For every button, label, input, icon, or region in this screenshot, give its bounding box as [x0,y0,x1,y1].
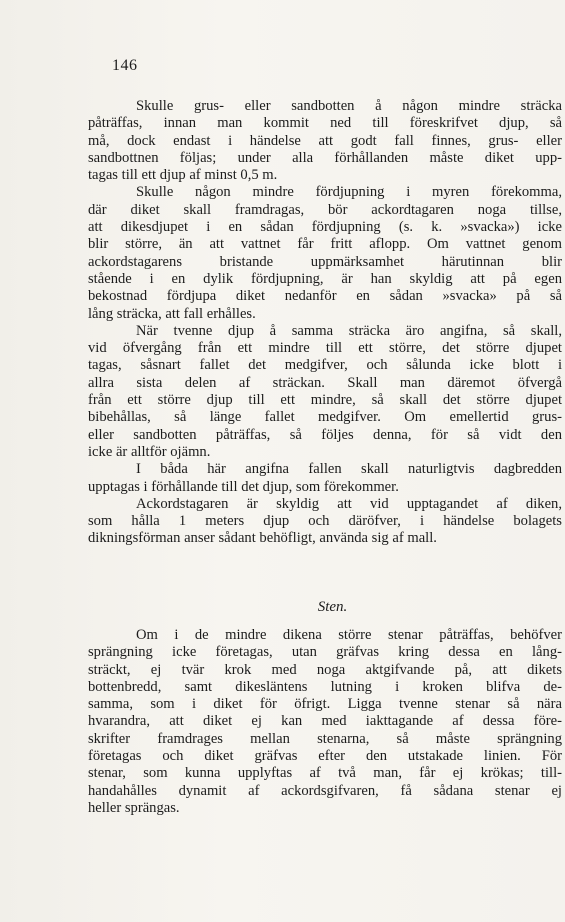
text-line: Om i de mindre dikena större stenar påträffas, behöfver [136,627,562,643]
text-line: stenar, som kunna upplyftas af två man, får ej krökas; till- [88,765,562,782]
text-line: från ett större djup till ett mindre, så skall det större djupet [88,392,562,409]
text-line: lång sträcka, att fall erhålles. [88,305,256,322]
text-line: upptagas i förhållande till det djup, som förekommer. [88,478,399,495]
text-line: sprängning icke företagas, utan gräfvas kring dessa en lång- [88,644,562,661]
text-line: må, dock endast i händelse att godt fall finnes, grus- eller [88,132,562,149]
text-line: tagas, såsnart fallet det medgifver, och sålunda icke blott i [88,357,562,374]
text-line: tagas till ett djup af minst 0,5 m. [88,167,278,184]
text-line: hvarandra, att diket ej kan med iakttagande af dessa före- [88,713,562,730]
text-line: bottenbredd, samt dikesläntens lutning i kroken blifva de- [88,678,562,695]
text-line: ackordstagarens bristande uppmärksamhet härutinnan blir [88,253,562,270]
text-line: dikningsförman anser sådant behöfligt, använda sig af mall. [88,530,437,547]
text-line: som hålla 1 meters djup och däröfver, i händelse bolagets [88,513,562,530]
page-number: 146 [112,57,138,74]
text-line: Ackordstagaren är skyldig att vid upptagandet af diken, [136,495,562,512]
text-line: företagas och diket gräfvas efter den utstakade linien. För [88,748,562,765]
text-line: skrifter framdrages mellan stenarna, så måste sprängning [88,730,562,747]
text-line: bibehållas, så länge fallet medgifver. Om emellertid grus- [88,409,562,426]
text-line: eller sandbotten påträffas, så följes denna, för så vidt den [88,426,562,443]
text-line: handahålles dynamit af ackordsgifvaren, få sådana stenar ej [88,782,562,799]
text-line: bekostnad fördjupa diket nedanför en sådan »svacka» på så [88,288,562,305]
text-line: blir större, än att vattnet får fritt aflopp. Om vattnet genom [88,236,562,253]
text-line: att dikesdjupet i en sådan fördjupning (s. k. »svacka») icke [88,219,562,236]
text-line: vid öfvergång från ett mindre till ett större, det större djupet [88,340,562,357]
text-line: sträckt, ej tvär krok med noga aktgifvande på, att dikets [88,661,562,678]
text-line: där diket skall framdragas, bör ackordtagaren noga tillse, [88,201,562,218]
text-line: allra sista delen af sträckan. Skall man däremot öfvergå [88,374,562,391]
section-heading: Sten. [317,599,348,615]
text-line: påträffas, innan man kommit ned till föreskrifvet djup, så [88,115,562,132]
text-line: Skulle någon mindre fördjupning i myren förekomma, [136,184,562,201]
text-line: Skulle grus- eller sandbotten å någon mindre sträcka [136,98,562,114]
body-text-block-1 [88,98,562,548]
text-line: heller sprängas. [88,799,180,816]
text-line: samma, som i diket för öfrigt. Ligga tvenne stenar så nära [88,696,562,713]
text-line: stående i en dylik fördjupning, är han skyldig att på egen [88,270,562,287]
text-line: sandbottnen följas; under alla förhållanden måste diket upp- [88,149,562,166]
text-line: icke är alltför ojämn. [88,443,211,460]
text-line: I båda här angifna fallen skall naturligtvis dagbredden [136,461,562,478]
text-line: När tvenne djup å samma sträcka äro angifna, så skall, [136,322,562,339]
body-text-block-2 [88,627,562,817]
